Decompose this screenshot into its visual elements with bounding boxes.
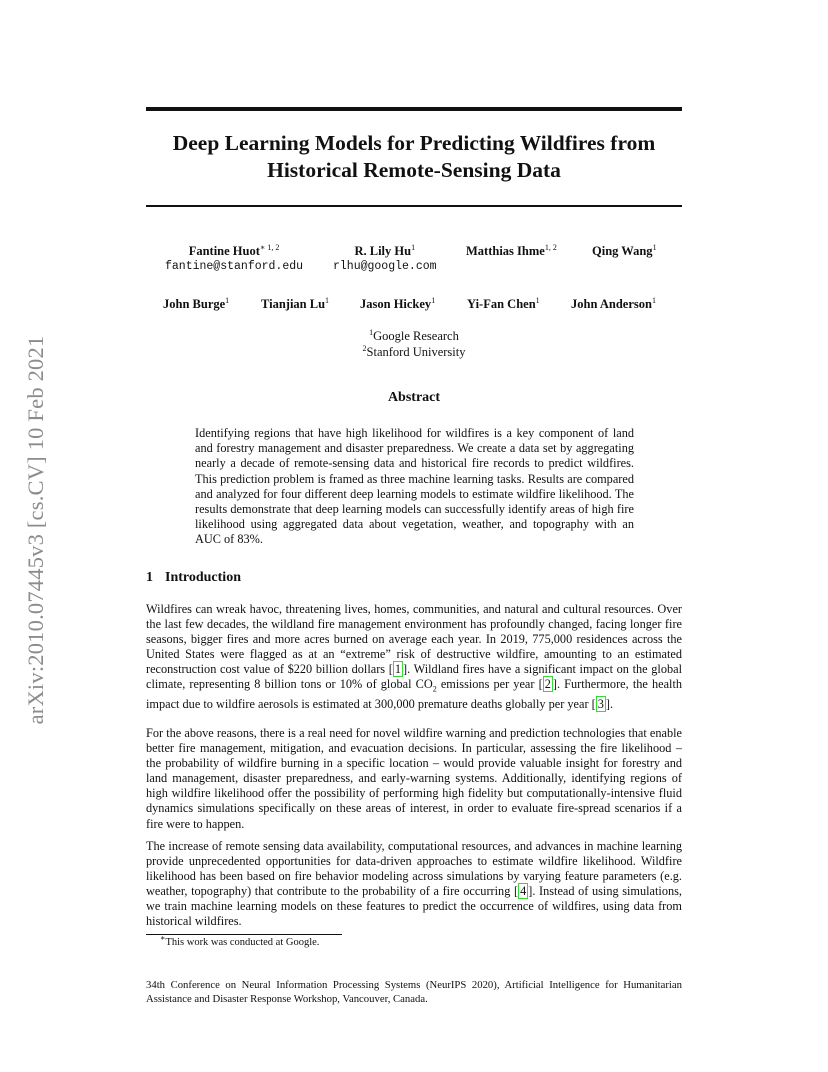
- author-affil-mark: ∗ 1, 2: [259, 242, 280, 252]
- author-affil-mark: 1: [651, 295, 656, 305]
- author-name: R. Lily Hu: [354, 244, 412, 258]
- author-name: Fantine Huot: [188, 244, 260, 258]
- author-qing-wang: [592, 243, 657, 259]
- citation-link[interactable]: 1: [394, 662, 401, 677]
- title-top-rule: [146, 107, 682, 111]
- author-affil-mark: 1: [225, 295, 230, 305]
- section-number: 1: [146, 570, 153, 585]
- affiliation-google: [146, 329, 682, 344]
- affiliation-mark: 1: [369, 327, 374, 337]
- author-affil-mark: 1: [535, 295, 540, 305]
- abstract-heading: Abstract: [387, 390, 441, 405]
- text-run: The increase of remote sensing data availability, computational resources, and advances in machine learning provide unprecedented opportunities for data-driven approaches to estimate wildfire likelihood. Wildfire likelihood has been based on fire behavior modeling across simulations by varying feature parameters (e.g. weather, topography) that contribute to the probability of a fire occurring: [146, 839, 682, 899]
- author-john-burge: [163, 296, 229, 312]
- intro-paragraph-1: Wildfires can wreak havoc, threatening lives, homes, communities, and natural and cultural resources. Over the last few decades, the wildland fire management environment has profoundly changed, facing longer fire seasons, bigger fires and more acres burned on average each year. In 2019, 775,000 residences across the United States were flagged as at an “extreme” risk of destructive wildfire, amounting to an estimated reconstruction cost value of $220 billion dollars [ 1 ]. Wildland fires have a significant impact on the global climate, representing 8 billion tons or 10% of global $CO_2$ emissions per year [ 2 ]. Furthermore, the health impact due to wildfire aerosols is estimated at 300,000 premature deaths globally per year [ 3 ].: [146, 602, 683, 712]
- author-affil-mark: 1: [411, 242, 416, 252]
- affiliation-name: Google Research: [373, 329, 459, 343]
- author-john-anderson: [571, 296, 656, 312]
- author-email: fantine@stanford.edu: [165, 260, 304, 273]
- author-affil-mark: 1: [431, 295, 436, 305]
- text-run: . Instead of using simulations, we train machine learning models on these features to predict the occurrence of wildfires, using data from historical wildfires.: [146, 884, 682, 929]
- author-lily-hu: [333, 243, 437, 275]
- author-name: Jason Hickey: [360, 297, 432, 311]
- text-run: . Furthermore, the health impact due to wildfire aerosols is estimated at 300,000 premature deaths globally per year: [146, 677, 683, 712]
- author-name: Matthias Ihme: [466, 244, 545, 258]
- footnote-rule: [146, 934, 342, 935]
- text-run: . Wildland fires have a significant impact on the global climate, representing 8 billion tons or 10% of global CO: [146, 662, 683, 692]
- intro-paragraph-3: The increase of remote sensing data availability, computational resources, and advances in machine learning provide unprecedented opportunities for data-driven approaches to estimate wildfire likelihood. Wildfire likelihood has been based on fire behavior modeling across simulations by varying feature parameters (e.g. weather, topography) that contribute to the probability of a fire occurring [ 4 ]. Instead of using simulations, we train machine learning models on these features to predict the occurrence of wildfires, using data from historical wildfires.: [146, 839, 682, 929]
- section-heading-introduction: [146, 570, 241, 586]
- author-matthias-ihme: [466, 243, 557, 259]
- author-affil-mark: 1, 2: [544, 242, 557, 252]
- author-name: Qing Wang: [592, 244, 653, 258]
- text-run: Wildfires can wreak havoc, threatening lives, homes, communities, and natural and cultural resources. Over the last few decades, the wildland fire management environment has profoundly changed, facing longer fire seasons, bigger fires and more acres burned on average each year. In 2019, 775,000 residences across the United States were flagged as at an “extreme” risk of destructive wildfire, amounting to an estimated reconstruction cost value of $220 billion dollars: [146, 602, 682, 677]
- section-title: Introduction: [165, 570, 241, 585]
- affiliation-stanford: [146, 345, 682, 360]
- citation-link[interactable]: 2: [544, 677, 551, 692]
- author-fantine-huot: [165, 243, 303, 275]
- author-affil-mark: 1: [652, 242, 657, 252]
- author-name: Yi-Fan Chen: [467, 297, 536, 311]
- text-run: emissions per year: [436, 677, 539, 692]
- affiliation-name: Stanford University: [366, 345, 466, 359]
- subscript: 2: [432, 684, 437, 694]
- arxiv-stamp: arXiv:2010.07445v3 [cs.CV] 10 Feb 2021: [23, 335, 48, 725]
- intro-paragraph-2: For the above reasons, there is a real need for novel wildfire warning and prediction technologies that enable better fire management, mitigation, and evacuation decisions. In particular, assessing the fire likelihood – the probability of wildfire burning in a specific location – would provide valuable insight for forestry and land management, disaster preparedness, and early-warning systems. Additionally, identifying regions of high wildfire likelihood offer the possibility of performing high fidelity but computationally-intensive fluid dynamics simulations specifically on these areas of interest, in order to evaluate fire-spread scenarios if a fire were to happen.: [146, 726, 682, 831]
- author-email: rlhu@google.com: [333, 260, 437, 273]
- author-name: John Anderson: [571, 297, 652, 311]
- title-bottom-rule: [146, 205, 682, 207]
- footnote-text: This work was conducted at Google.: [165, 937, 320, 948]
- paper-title: Deep Learning Models for Predicting Wildfires from Historical Remote-Sensing Data: [172, 131, 656, 182]
- citation-link[interactable]: 4: [520, 884, 527, 899]
- affiliation-mark: 2: [362, 343, 367, 353]
- abstract-text: Identifying regions that have high likelihood for wildfires is a key component of land and forestry management and disaster preparedness. We create a data set by aggregating nearly a decade of remote-sensing data and historical fire records to predict wildfires. This prediction problem is framed as three machine learning tasks. Results are compared and analyzed for four different deep learning models to estimate wildfire likelihood. The results demonstrate that deep learning models can successfully identify areas of high fire likelihood using aggregated data about vegetation, weather, and topography with an AUC of 83%.: [195, 426, 634, 547]
- text-run: .: [610, 697, 614, 712]
- footnote: [160, 933, 320, 948]
- author-jason-hickey: [360, 296, 435, 312]
- author-name: John Burge: [163, 297, 226, 311]
- author-tianjian-lu: [261, 296, 329, 312]
- author-yi-fan-chen: [467, 296, 540, 312]
- footnote-mark: ∗: [160, 933, 166, 943]
- author-affil-mark: 1: [325, 295, 330, 305]
- citation-link[interactable]: 3: [597, 697, 604, 712]
- venue-note: 34th Conference on Neural Information Processing Systems (NeurIPS 2020), Artificial Intelligence for Humanitarian Assistance and Disaster Response Workshop, Vancouver, Canada.: [146, 979, 682, 1005]
- author-name: Tianjian Lu: [261, 297, 326, 311]
